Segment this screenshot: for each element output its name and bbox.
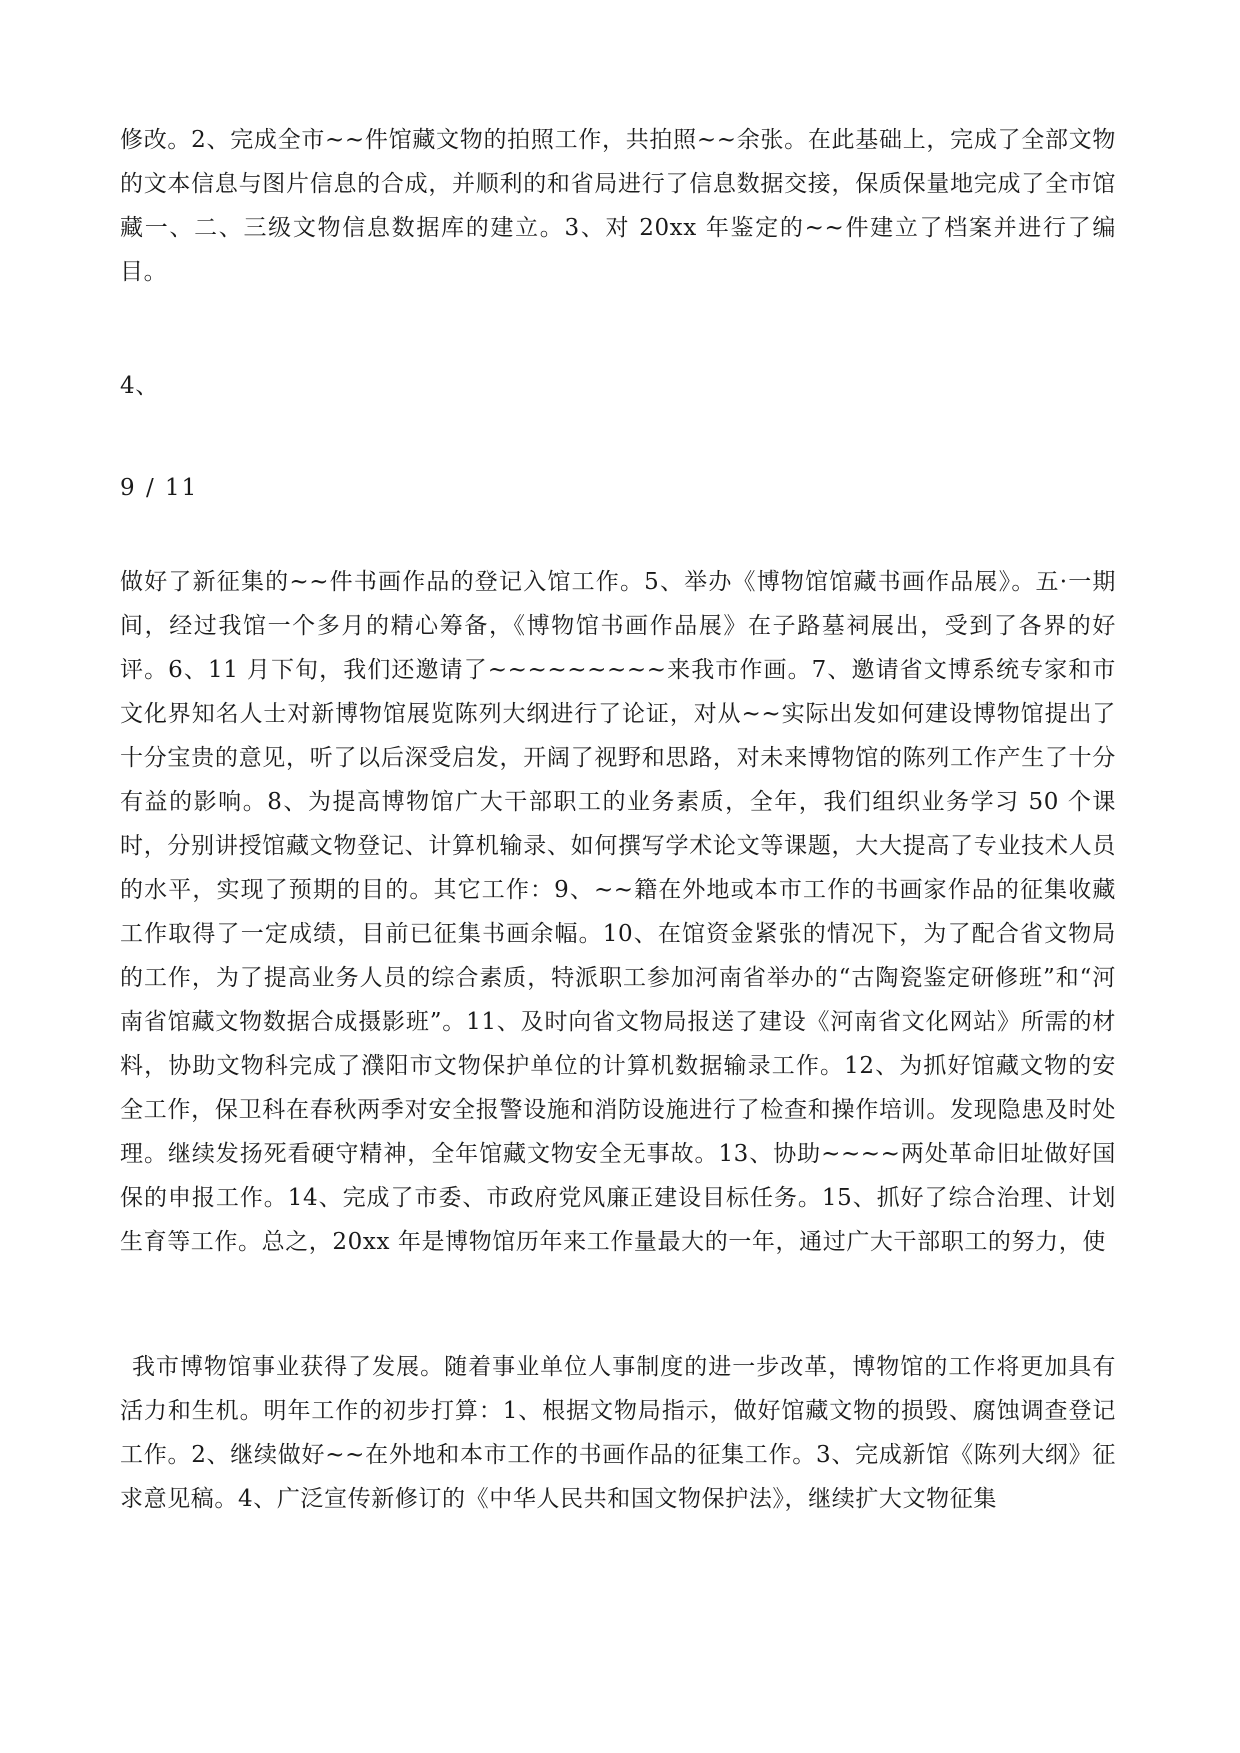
paragraph: 做好了新征集的~~件书画作品的登记入馆工作。5、举办《博物馆馆藏书画作品展》。五·一期间，经过我馆一个多月的精心筹备，《博物馆书画作品展》在子路墓祠展出，受到了各界的好评。6、11 月下旬，我们还邀请了~~~~~~~~~来我市作画。7、邀请省文博系统专家和市文化界知名人士对新博物馆展览陈列大纲进行了论证，对从~~实际出发如何建设博物馆提出了十分宝贵的意见，听了以后深受启发，开阔了视野和思路，对未来博物馆的陈列工作产生了十分有益的影响。8、为提高博物馆广大干部职工的业务素质，全年，我们组织业务学习 50 个课时，分别讲授馆藏文物登记、计算机输录、如何撰写学术论文等课题，大大提高了专业技术人员的水平，实现了预期的目的。其它工作：9、~~籍在外地或本市工作的书画家作品的征集收藏工作取得了一定成绩，目前已征集书画余幅。10、在馆资金紧张的情况下，为了配合省文物局的工作，为了提高业务人员的综合素质，特派职工参加河南省举办的“古陶瓷鉴定研修班”和“河南省馆藏文物数据合成摄影班”。11、及时向省文物局报送了建设《河南省文化网站》所需的材料，协助文物科完成了濮阳市文物保护单位的计算机数据输录工作。12、为抓好馆藏文物的安全工作，保卫科在春秋两季对安全报警设施和消防设施进行了检查和操作培训。发现隐患及时处理。继续发扬死看硬守精神，全年馆藏文物安全无事故。13、协助~~~~两处革命旧址做好国保的申报工作。14、完成了市委、市政府党风廉正建设目标任务。15、抓好了综合治理、计划生育等工作。总之，20xx 年是博物馆历年来工作量最大的一年，通过广大干部职工的努力，使: [120, 569, 1116, 1255]
paragraph: 修改。2、完成全市~~件馆藏文物的拍照工作，共拍照~~余张。在此基础上，完成了全部文物的文本信息与图片信息的合成，并顺利的和省局进行了信息数据交接，保质保量地完成了全市馆藏一、二、三级文物信息数据库的建立。3、对 20xx 年鉴定的~~件建立了档案并进行了编目。: [120, 127, 1116, 285]
list-item-number: 4、: [120, 373, 159, 399]
page-number: 9 / 11: [120, 475, 199, 501]
paragraph: 我市博物馆事业获得了发展。随着事业单位人事制度的进一步改革，博物馆的工作将更加具有活力和生机。明年工作的初步打算：1、根据文物局指示，做好馆藏文物的损毁、腐蚀调查登记工作。2、继续做好~~在外地和本市工作的书画作品的征集工作。3、完成新馆《陈列大纲》征求意见稿。4、广泛宣传新修订的《中华人民共和国文物保护法》，继续扩大文物征集: [120, 1354, 1116, 1512]
